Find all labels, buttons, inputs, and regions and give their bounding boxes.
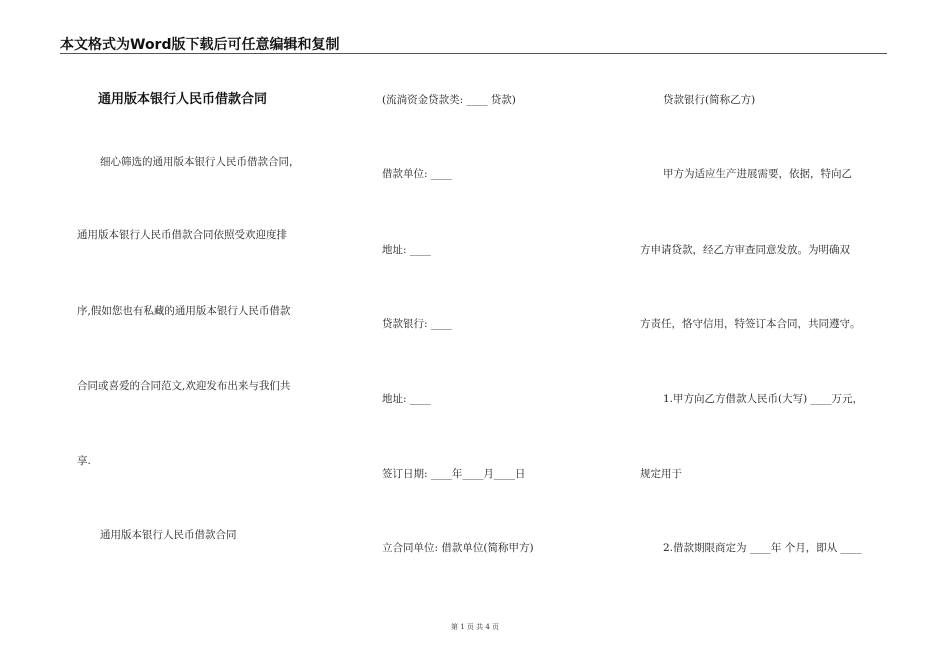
text-line: (流淌资金贷款类: ____ 贷款): [382, 94, 516, 106]
text-line: 地址: ____: [382, 393, 431, 405]
document-header-title: 本文格式为Word版下载后可任意编辑和复制: [60, 37, 340, 53]
text-line: 贷款银行(简称乙方): [663, 94, 756, 106]
text-line: 通用版本银行人民币借款合同: [100, 529, 237, 541]
text-line: 立合同单位: 借款单位(简称甲方): [382, 542, 534, 554]
text-line: 方责任，恪守信用，特签订本合同，共同遵守。: [640, 318, 861, 330]
text-line: 通用版本银行人民币借款合同依照受欢迎度排: [77, 229, 287, 241]
text-line: 细心筛选的通用版本银行人民币借款合同，: [100, 156, 300, 168]
text-line: 序,假如您也有私藏的通用版本银行人民币借款: [77, 305, 291, 317]
text-line: 规定用于: [640, 468, 682, 480]
text-line: 地址: ____: [382, 244, 431, 256]
text-line: 合同或喜爱的合同范文,欢迎发布出来与我们共: [77, 380, 291, 392]
page-number: 第 1 页 共 4 页: [450, 623, 500, 631]
text-line: 签订日期: ____年____月____日: [382, 468, 526, 480]
text-line: 方申请贷款，经乙方审查同意发放。为明确双: [640, 244, 850, 256]
header-divider: [60, 53, 887, 54]
text-line: 享.: [77, 455, 91, 467]
contract-title: 通用版本银行人民币借款合同: [98, 92, 268, 107]
text-line: 借款单位: ____: [382, 168, 452, 180]
text-line: 甲方为适应生产进展需要，依据，特向乙: [663, 168, 852, 180]
text-line: 1.甲方向乙方借款人民币(大写) ____万元，: [663, 393, 864, 405]
text-line: 2.借款期限商定为 ____年 个月，即从 ____: [663, 542, 862, 554]
text-line: 贷款银行: ____: [382, 318, 452, 330]
